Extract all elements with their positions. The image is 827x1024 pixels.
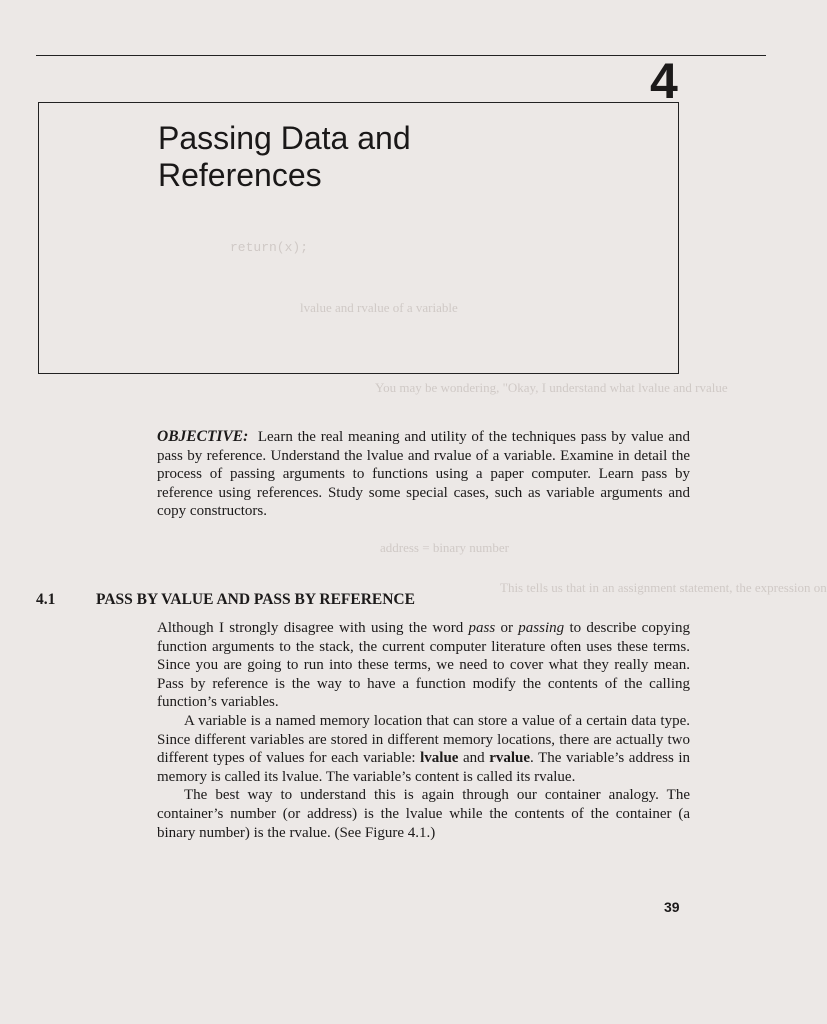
- bleed-through-text: address = binary number: [380, 540, 509, 555]
- section-title: PASS BY VALUE AND PASS BY REFERENCE: [96, 591, 415, 608]
- section-number: 4.1: [36, 591, 56, 608]
- objective-text: Learn the real meaning and utility of the techniques pass by value and pass by reference. Understand the lvalue and rvalue of a variable. Examine in detail the process of passing arguments to functions using a paper computer. Learn pass by reference using references. Study some special cases, such as variable arguments and copy constructors.: [157, 429, 690, 520]
- objective-paragraph: [157, 428, 690, 521]
- section-heading: [36, 591, 415, 609]
- chapter-title-line-1: Passing Data and: [158, 120, 411, 156]
- text-run: Although I strongly disagree with using the word: [157, 620, 469, 636]
- bleed-through-code: return(x);: [230, 240, 309, 255]
- bold-term-rvalue: rvalue: [489, 750, 531, 767]
- bleed-through-text: lvalue and rvalue of a variable: [300, 300, 458, 315]
- chapter-title-line-2: References: [158, 157, 322, 193]
- chapter-number: 4: [650, 53, 678, 109]
- body-paragraph-3: The best way to understand this is again through our container analogy. The container’s number (or address) is the lvalue while the contents of the container (a binary number) is the rvalue. (See Figure 4.1.): [157, 787, 690, 841]
- body-paragraph-2: [157, 712, 690, 786]
- italic-term-passing: passing: [518, 620, 565, 636]
- body-paragraph-1: [157, 619, 690, 712]
- page-number: 39: [664, 899, 680, 915]
- chapter-title: [158, 120, 411, 194]
- text-run: . The variable’s address in memory is called its lvalue. The variable’s content is called its rvalue.: [157, 750, 690, 785]
- bold-term-lvalue: lvalue: [420, 750, 459, 767]
- text-run: to describe copying function arguments to the stack, the current computer literature often uses these terms. Since you are going to run into these terms, we need to cover what they really mean. Pass by reference is the way to have a function modify the contents of the calling function’s variables.: [157, 620, 690, 711]
- objective-label: OBJECTIVE:: [157, 428, 249, 445]
- bleed-through-text: You may be wondering, "Okay, I understand what lvalue and rvalue: [375, 380, 728, 395]
- text-run: and: [458, 750, 490, 767]
- bleed-through-text: This tells us that in an assignment statement, the expression on: [500, 580, 827, 595]
- italic-term-pass: pass: [468, 620, 496, 636]
- text-run: A variable is a named memory location that can store a value of a certain data type. Since different variables are stored in different memory locations, there are actually two different types of values for each variable:: [157, 712, 690, 767]
- section-body: [157, 619, 690, 842]
- text-run: or: [495, 620, 519, 636]
